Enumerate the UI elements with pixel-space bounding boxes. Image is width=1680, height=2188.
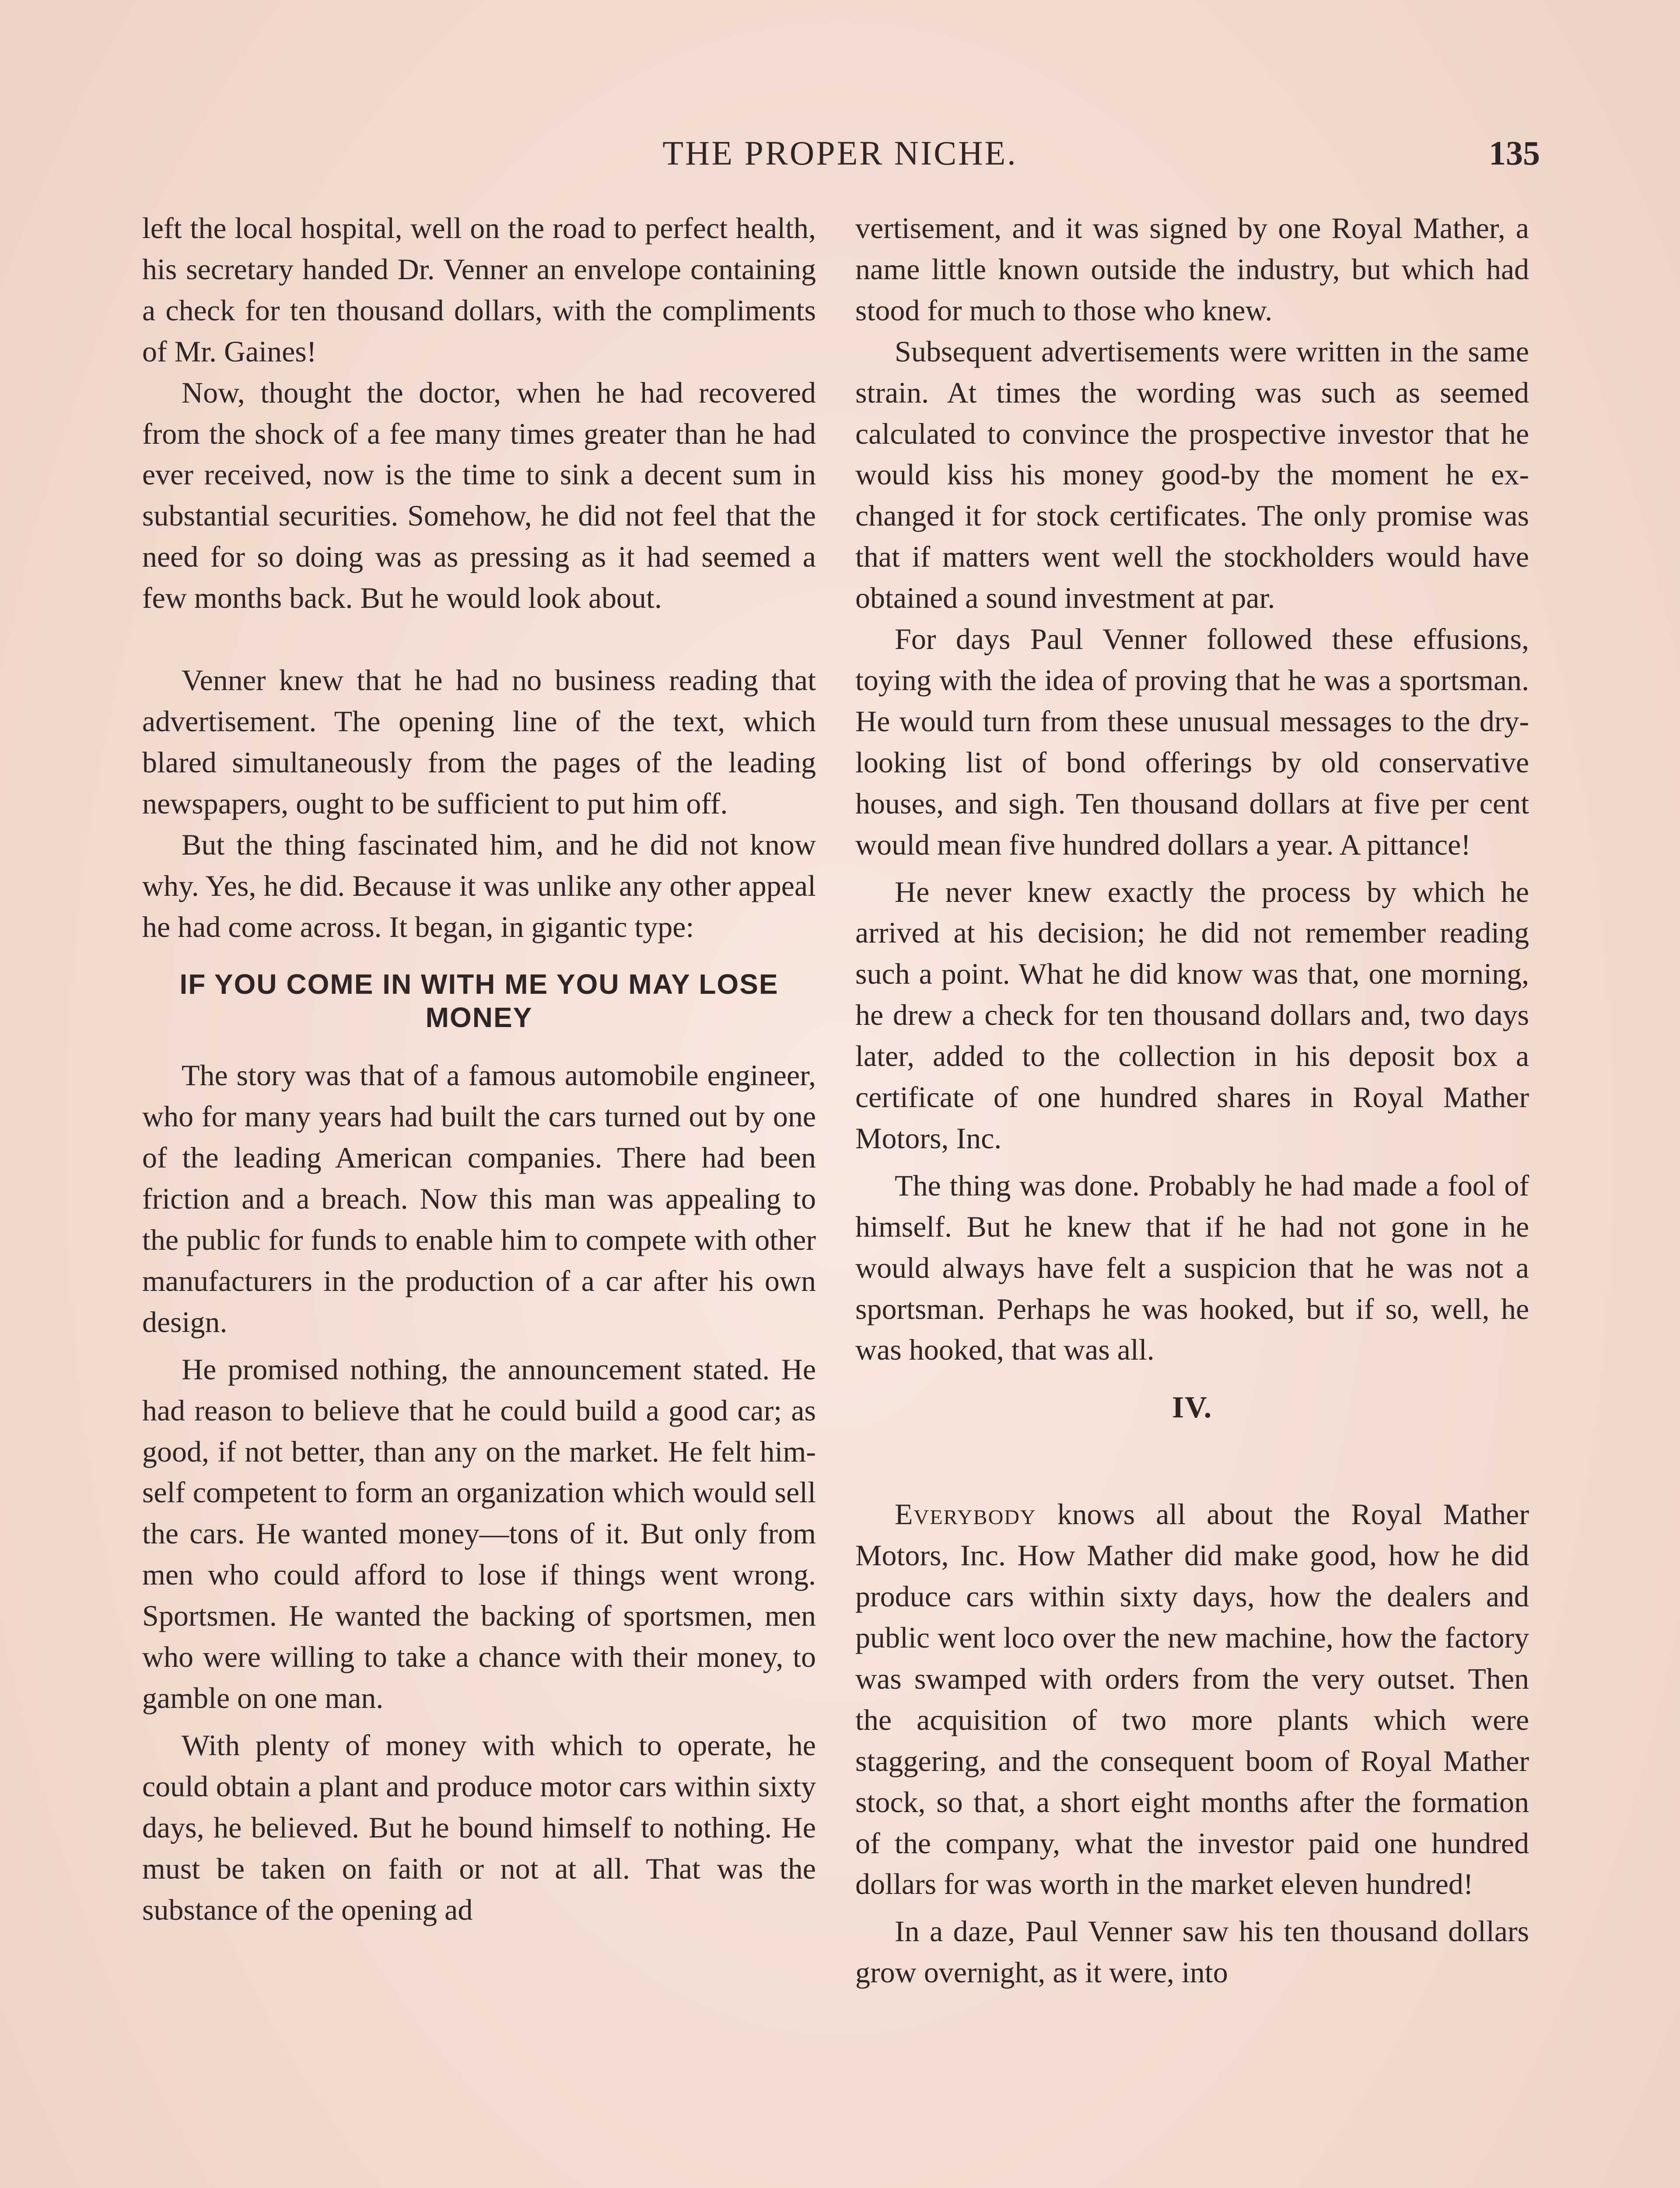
paragraph: Venner knew that he had no business reading that advertisement. The opening line of the text, which blared simultaneously from the pages of the leading newspapers, ought to be sufficient to put him off. (142, 663, 816, 820)
paragraph: vertisement, and it was signed by one Royal Mather, a name little known outside the industry, but which had stood for much to those who knew. (855, 211, 1529, 327)
section-number: IV. (1172, 1391, 1213, 1425)
paragraph: left the local hospital, well on the road to perfect health, his secretary handed Dr. Venner an envelope containing a check for ten thousand dollars, with the compliments of Mr. Gaines! (142, 211, 816, 368)
paragraph: Now, thought the doctor, when he had recovered from the shock of a fee many times greater than he had ever received, now is the time to sink a decent sum in substantial securities. Somehow, he did not feel that the need for so doing was as pressing as it had seemed a few months back. But he would look about. (142, 375, 816, 615)
lead-word: Everybody (895, 1497, 1036, 1531)
paragraph: But the thing fascinated him, and he did not know why. Yes, he did. Because it was unlike any other appeal he had come across. It began, in gigantic type: (142, 828, 816, 943)
paragraph-text: knows all about the Royal Mather Motors, Inc. How Mather did make good, how he did produce cars within sixty days, how the dealers and public went loco over the new machine, how the factory was swamped with orders from the very outset. Then the acquisition of two more plants which were staggering, and the consequent boom of Royal Mather stock, so that, a short eight months after the formation of the company, what the investor paid one hundred dollars for was worth in the market eleven hundred! (855, 1497, 1529, 1901)
paragraph: The thing was done. Probably he had made a fool of himself. But he knew that if he had not gone in he would always have felt a suspicion that he was not a sportsman. Perhaps he was hooked, but if so, well, he was hooked, that was all. (855, 1168, 1529, 1367)
right-column (855, 208, 1529, 1993)
running-title: THE PROPER NICHE. (662, 134, 1018, 172)
paragraph: He promised nothing, the announcement stated. He had reason to believe that he could build a good car; as good, if not better, than any on the market. He felt himself competent to form an organization which would sell the cars. He wanted money—tons of it. But only from men who could afford to lose if things went wrong. Sportsmen. He wanted the backing of sportsmen, men who were willing to take a chance with their money, to gamble on one man. (142, 1352, 816, 1715)
paragraph: For days Paul Venner followed these effusions, toying with the idea of proving that he was a sportsman. He would turn from these unusual messages to the dry-looking list of bond offerings by old conservative houses, and sigh. Ten thousand dollars at five per cent would mean five hundred dollars a year. A pittance! (855, 622, 1529, 861)
paragraph: He never knew exactly the process by which he arrived at his decision; he did not remember reading such a point. What he did know was that, one morning, he drew a check for ten thousand dollars and, two days later, added to the collection in his deposit box a certificate of one hundred shares in Royal Mather Motors, Inc. (855, 875, 1529, 1155)
left-column (142, 208, 816, 1930)
paragraph: Subsequent advertisements were written in the same strain. At times the wording was such as seemed calculated to convince the prospective investor that he would kiss his money good-by the moment he exchanged it for stock certificates. The only promise was that if matters went well the stockholders would have obtained a sound investment at par. (855, 334, 1529, 615)
paragraph: In a daze, Paul Venner saw his ten thousand dollars grow overnight, as it were, into (855, 1914, 1529, 1989)
page-header (140, 131, 1540, 184)
paragraph: The story was that of a famous automobile engineer, who for many years had built the cars turned out by one of the leading American companies. There had been friction and a breach. Now this man was appealing to the public for funds to enable him to compete with other manufacturers in the production of a car after his own design. (142, 1059, 816, 1339)
page-number: 135 (1489, 134, 1540, 172)
paragraph: With plenty of money with which to operate, he could obtain a plant and produce motor cars within sixty days, he believed. But he bound himself to nothing. He must be taken on faith or not at all. That was the substance of the opening ad (142, 1728, 816, 1926)
advertisement-headline: IF YOU COME IN WITH ME YOU MAY LOSE MONEY (179, 968, 779, 1034)
paragraph (855, 1494, 1529, 1905)
